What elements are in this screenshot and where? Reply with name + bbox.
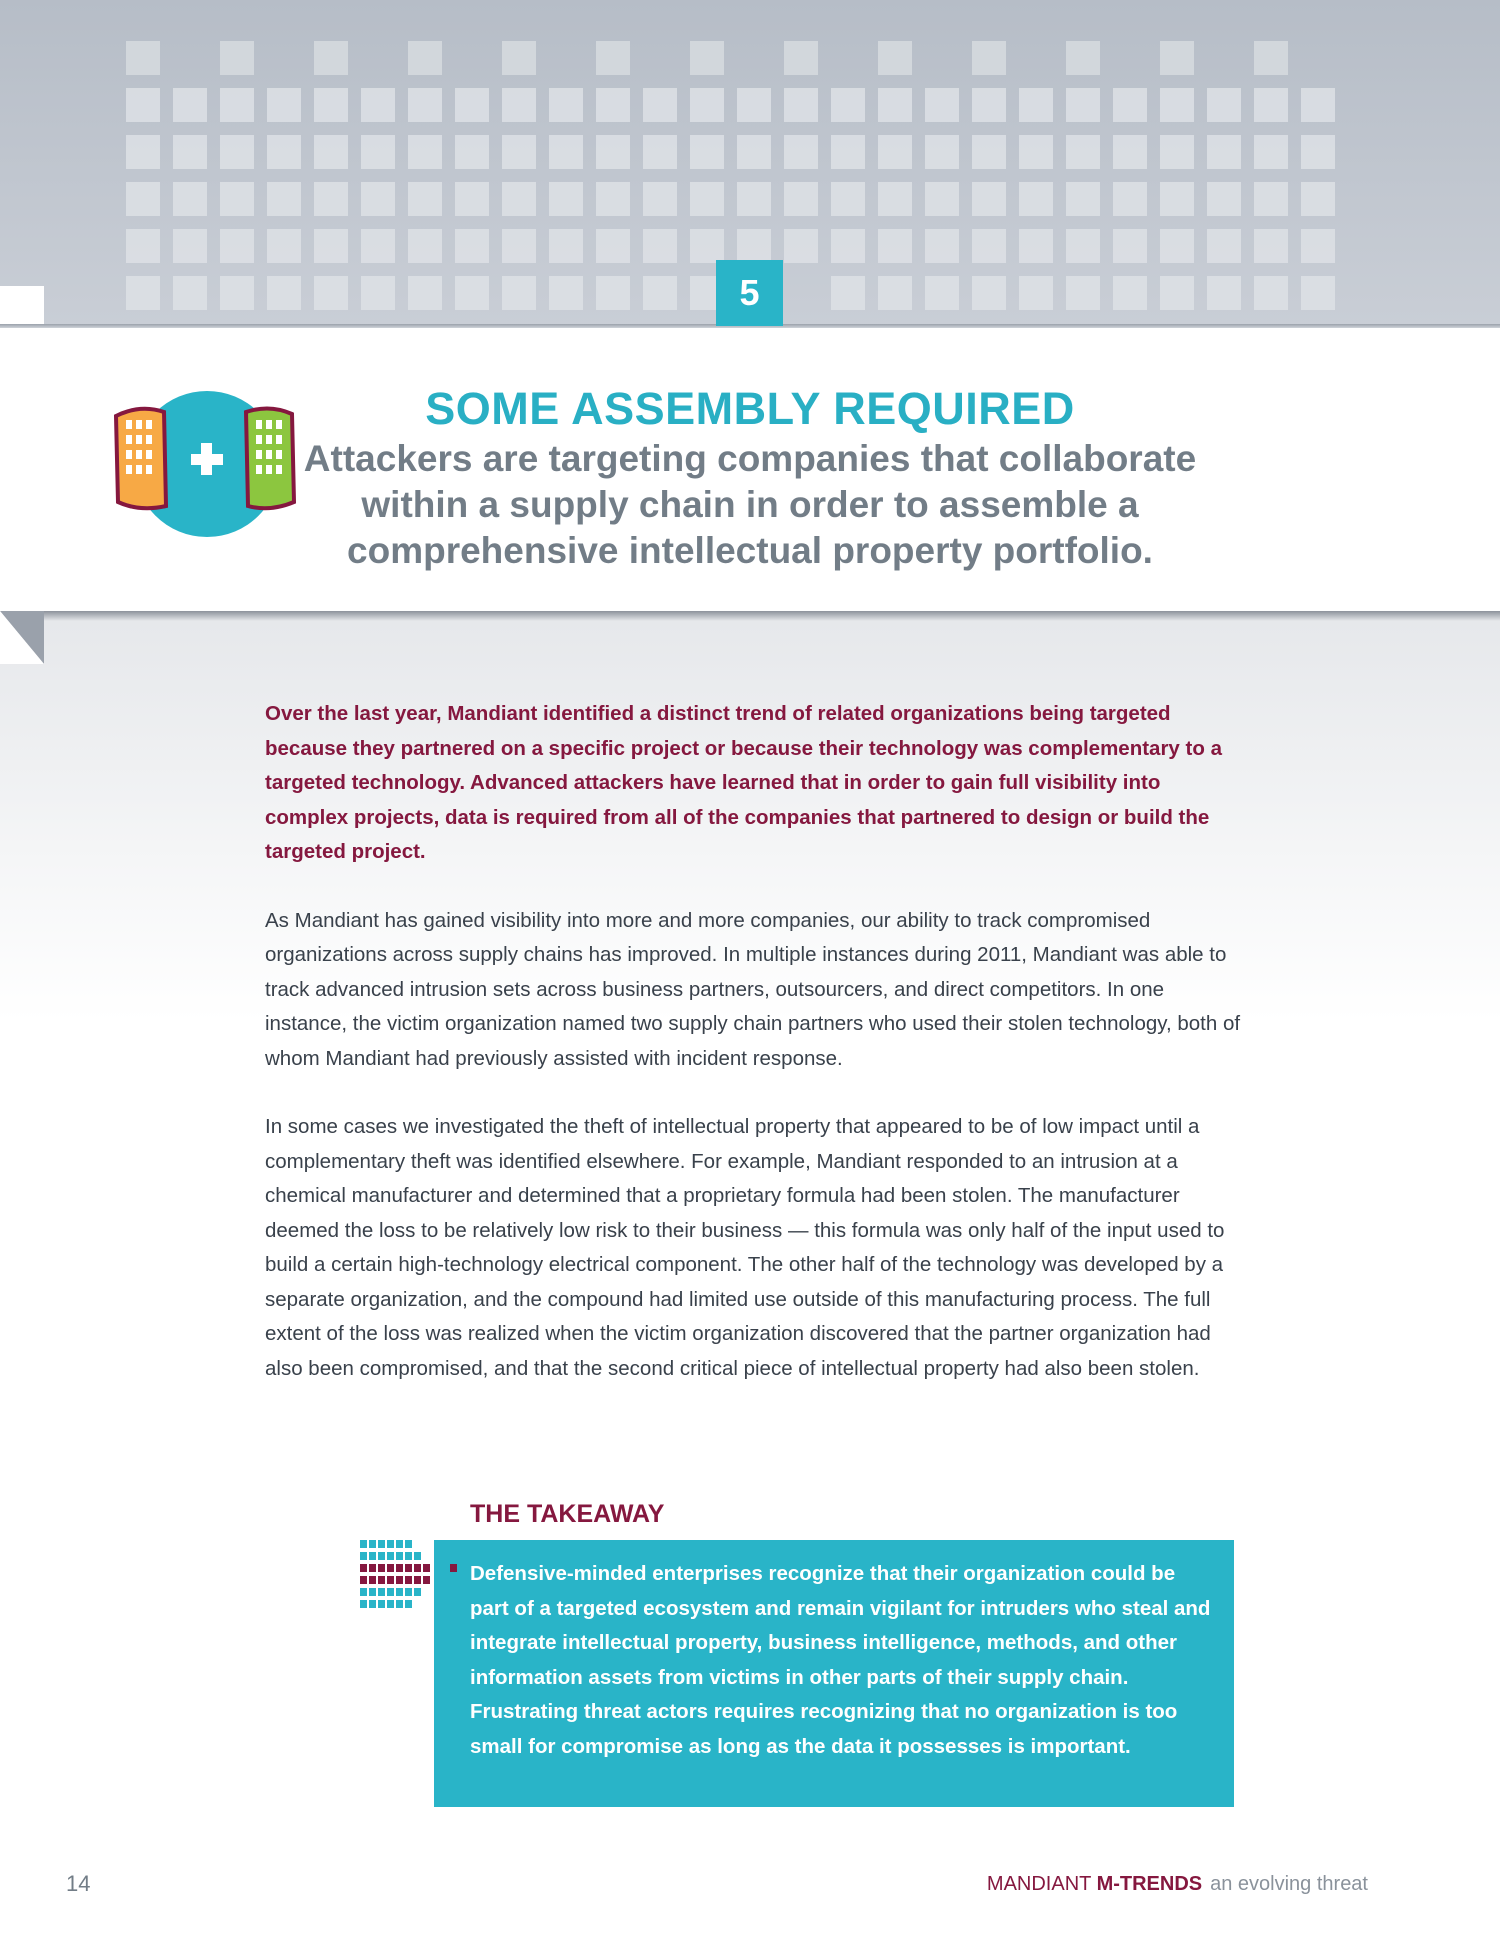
- pixel-square: [360, 1576, 367, 1584]
- chapter-number-tab: 5: [716, 260, 783, 326]
- grid-square: [1160, 88, 1194, 122]
- pixel-square: [360, 1552, 367, 1560]
- pixel-square: [414, 1576, 421, 1584]
- grid-square: [1160, 229, 1194, 263]
- pixel-square: [369, 1588, 376, 1596]
- pixel-square: [387, 1600, 394, 1608]
- footer-brand: [987, 1873, 1368, 1896]
- pixel-square: [360, 1540, 367, 1548]
- pixel-square: [414, 1564, 421, 1572]
- grid-square: [1019, 88, 1053, 122]
- grid-square: [173, 229, 207, 263]
- page-number: 14: [66, 1871, 91, 1896]
- grid-square: [126, 41, 160, 75]
- grid-square: [925, 88, 959, 122]
- grid-square: [314, 276, 348, 310]
- two-buildings-plus-icon: [110, 390, 300, 538]
- grid-square: [1019, 182, 1053, 216]
- chapter-subtitle: Attackers are targeting companies that collaborate within a supply chain in order to assemble a comprehensive intellectual property portfolio.: [303, 438, 1197, 571]
- grid-square: [1207, 276, 1241, 310]
- grid-square: [314, 229, 348, 263]
- pixel-square: [369, 1576, 376, 1584]
- grid-square: [502, 88, 536, 122]
- grid-square: [173, 182, 207, 216]
- pixel-square: [405, 1576, 412, 1584]
- grid-square: [361, 135, 395, 169]
- grid-square: [408, 229, 442, 263]
- grid-square: [549, 88, 583, 122]
- pixel-square: [405, 1600, 412, 1608]
- pixel-square: [414, 1552, 421, 1560]
- pixel-square: [360, 1588, 367, 1596]
- grid-square: [455, 229, 489, 263]
- footer-report-name: M-TRENDS: [1096, 1873, 1203, 1895]
- grid-square: [220, 276, 254, 310]
- grid-square: [831, 135, 865, 169]
- grid-square: [690, 229, 724, 263]
- grid-square: [502, 276, 536, 310]
- pixel-square: [387, 1564, 394, 1572]
- grid-square: [737, 88, 771, 122]
- grid-square: [1019, 276, 1053, 310]
- grid-square: [878, 41, 912, 75]
- grid-square: [173, 88, 207, 122]
- pixel-square: [378, 1540, 385, 1548]
- grid-square: [878, 276, 912, 310]
- grid-square: [690, 41, 724, 75]
- grid-square: [972, 229, 1006, 263]
- grid-square: [925, 229, 959, 263]
- pixel-square: [396, 1564, 403, 1572]
- grid-square: [1301, 135, 1335, 169]
- pixel-square: [369, 1600, 376, 1608]
- grid-square: [126, 182, 160, 216]
- grid-square: [1254, 41, 1288, 75]
- grid-square: [1207, 182, 1241, 216]
- pixel-square: [369, 1540, 376, 1548]
- pixel-square: [405, 1540, 412, 1548]
- grid-square: [408, 135, 442, 169]
- grid-square: [831, 276, 865, 310]
- grid-square: [1160, 135, 1194, 169]
- grid-square: [126, 229, 160, 263]
- pixel-square: [387, 1552, 394, 1560]
- pixel-square: [369, 1564, 376, 1572]
- grid-square: [737, 135, 771, 169]
- grid-square: [596, 41, 630, 75]
- grid-square: [1113, 88, 1147, 122]
- grid-square: [314, 41, 348, 75]
- footer-tagline: an evolving threat: [1210, 1873, 1368, 1895]
- grid-square: [361, 88, 395, 122]
- grid-square: [643, 276, 677, 310]
- grid-square: [408, 182, 442, 216]
- grid-square: [972, 41, 1006, 75]
- grid-square: [126, 135, 160, 169]
- takeaway-text: Defensive-minded enterprises recognize that their organization could be part of a targeted ecosystem and remain vigilant for intruders who steal and integrate intellectual property, business intelligence, methods, and other information assets from victims in other parts of their supply chain. Frustrating threat actors requires recognizing that no organization is too small for compromise as long as the data it possesses is important.: [470, 1562, 1211, 1758]
- grid-square: [1301, 229, 1335, 263]
- grid-square: [596, 276, 630, 310]
- header-shadow: [0, 611, 1500, 621]
- grid-square: [549, 229, 583, 263]
- grid-square: [502, 229, 536, 263]
- grid-square: [1066, 276, 1100, 310]
- pixel-square: [396, 1588, 403, 1596]
- grid-square: [455, 135, 489, 169]
- pixel-square: [396, 1540, 403, 1548]
- pixel-square: [378, 1600, 385, 1608]
- grid-square: [1113, 229, 1147, 263]
- pixel-square: [405, 1552, 412, 1560]
- grid-square: [1066, 182, 1100, 216]
- grid-square: [1207, 229, 1241, 263]
- grid-square: [925, 182, 959, 216]
- grid-square: [267, 135, 301, 169]
- pixel-square: [360, 1564, 367, 1572]
- grid-square: [408, 276, 442, 310]
- grid-square: [596, 88, 630, 122]
- grid-square: [220, 41, 254, 75]
- grid-square: [220, 229, 254, 263]
- pixel-square: [423, 1576, 430, 1584]
- grid-square: [878, 88, 912, 122]
- grid-square: [267, 88, 301, 122]
- grid-square: [502, 182, 536, 216]
- grid-square: [643, 229, 677, 263]
- grid-square: [1254, 276, 1288, 310]
- grid-square: [1254, 182, 1288, 216]
- grid-square: [1113, 276, 1147, 310]
- article-body: [265, 697, 1245, 1386]
- grid-square: [314, 182, 348, 216]
- grid-square: [596, 229, 630, 263]
- grid-square: [455, 88, 489, 122]
- grid-square: [502, 41, 536, 75]
- grid-square: [1066, 135, 1100, 169]
- grid-square: [220, 88, 254, 122]
- grid-square: [1254, 229, 1288, 263]
- pixel-square: [378, 1552, 385, 1560]
- grid-square: [549, 276, 583, 310]
- pixel-square: [369, 1552, 376, 1560]
- pixel-square: [378, 1576, 385, 1584]
- grid-square: [878, 135, 912, 169]
- grid-square: [455, 276, 489, 310]
- grid-square: [1160, 276, 1194, 310]
- grid-square: [831, 182, 865, 216]
- grid-square: [784, 135, 818, 169]
- grid-square: [784, 182, 818, 216]
- grid-square: [972, 182, 1006, 216]
- grid-square: [690, 135, 724, 169]
- grid-square: [1207, 135, 1241, 169]
- grid-square: [972, 135, 1006, 169]
- grid-square: [126, 276, 160, 310]
- grid-square: [173, 135, 207, 169]
- grid-square: [1019, 229, 1053, 263]
- pixel-arrow-icon: [360, 1540, 460, 1614]
- grid-square: [1160, 41, 1194, 75]
- body-paragraph: In some cases we investigated the theft of intellectual property that appeared to be of low impact until a complementary theft was identified elsewhere. For example, Mandiant responded to an intrusion at a chemical manufacturer and determined that a proprietary formula had been stolen. The manufacturer deemed the loss to be relatively low risk to their business — this formula was only half of the input used to build a certain high-technology electrical component. The other half of the technology was developed by a separate organization, and the compound had limited use outside of this manufacturing process. The full extent of the loss was realized when the victim organization discovered that the partner organization had also been compromised, and that the second critical piece of intellectual property had also been stolen.: [265, 1115, 1225, 1380]
- grid-square: [549, 182, 583, 216]
- grid-square: [502, 135, 536, 169]
- grid-square: [267, 229, 301, 263]
- grid-square: [361, 182, 395, 216]
- grid-square: [220, 182, 254, 216]
- grid-square: [596, 182, 630, 216]
- grid-square: [1113, 182, 1147, 216]
- pixel-square: [396, 1600, 403, 1608]
- grid-square: [126, 88, 160, 122]
- grid-square: [173, 276, 207, 310]
- grid-square: [878, 182, 912, 216]
- grid-square: [1301, 88, 1335, 122]
- pixel-square: [396, 1552, 403, 1560]
- pixel-square: [387, 1588, 394, 1596]
- pixel-square: [378, 1564, 385, 1572]
- pixel-square: [360, 1600, 367, 1608]
- grid-square: [1113, 135, 1147, 169]
- grid-square: [1019, 135, 1053, 169]
- pixel-square: [423, 1564, 430, 1572]
- pixel-square: [396, 1576, 403, 1584]
- grid-square: [314, 88, 348, 122]
- grid-square: [455, 182, 489, 216]
- grid-square: [1066, 229, 1100, 263]
- grid-square: [361, 276, 395, 310]
- grid-square: [643, 135, 677, 169]
- grid-square: [831, 229, 865, 263]
- grid-square: [878, 229, 912, 263]
- page-fold-flap: [0, 611, 44, 664]
- grid-square: [596, 135, 630, 169]
- grid-square: [643, 182, 677, 216]
- chapter-title: SOME ASSEMBLY REQUIRED: [425, 383, 1075, 434]
- grid-square: [784, 88, 818, 122]
- grid-square: [737, 229, 771, 263]
- grid-square: [408, 41, 442, 75]
- grid-square: [690, 88, 724, 122]
- pixel-square: [378, 1588, 385, 1596]
- pixel-square: [405, 1588, 412, 1596]
- page-notch: [0, 286, 44, 326]
- grid-square: [220, 135, 254, 169]
- grid-square: [831, 88, 865, 122]
- body-paragraph: As Mandiant has gained visibility into more and more companies, our ability to track compromised organizations across supply chains has improved. In multiple instances during 2011, Mandiant was able to track advanced intrusion sets across business partners, outsourcers, and direct competitors. In one instance, the victim organization named two supply chain partners who used their stolen technology, both of whom Mandiant had previously assisted with incident response.: [265, 908, 1241, 1070]
- grid-square: [972, 88, 1006, 122]
- grid-square: [1254, 135, 1288, 169]
- pixel-square: [414, 1588, 421, 1596]
- pixel-square: [405, 1564, 412, 1572]
- grid-square: [408, 88, 442, 122]
- grid-square: [972, 276, 1006, 310]
- grid-square: [737, 182, 771, 216]
- grid-square: [1160, 182, 1194, 216]
- takeaway-heading: THE TAKEAWAY: [470, 1500, 665, 1528]
- grid-square: [1066, 88, 1100, 122]
- grid-square: [1207, 88, 1241, 122]
- grid-square: [925, 276, 959, 310]
- footer-brand-name: MANDIANT: [986, 1873, 1097, 1895]
- grid-square: [784, 41, 818, 75]
- grid-square: [784, 229, 818, 263]
- grid-square: [925, 135, 959, 169]
- grid-square: [267, 276, 301, 310]
- grid-square: [643, 88, 677, 122]
- pixel-square: [387, 1576, 394, 1584]
- lead-paragraph: Over the last year, Mandiant identified a distinct trend of related organizations being targeted because they partnered on a specific project or because their technology was complementary to a targeted technology. Advanced attackers have learned that in order to gain full visibility into complex projects, data is required from all of the companies that partnered to design or build the targeted project.: [265, 702, 1222, 863]
- grid-square: [267, 182, 301, 216]
- pixel-square: [387, 1540, 394, 1548]
- grid-square: [1301, 276, 1335, 310]
- grid-square: [1066, 41, 1100, 75]
- grid-square: [314, 135, 348, 169]
- pixel-square: [450, 1564, 457, 1572]
- grid-square: [549, 135, 583, 169]
- grid-square: [361, 229, 395, 263]
- grid-square: [690, 182, 724, 216]
- grid-square: [1254, 88, 1288, 122]
- grid-square: [1301, 182, 1335, 216]
